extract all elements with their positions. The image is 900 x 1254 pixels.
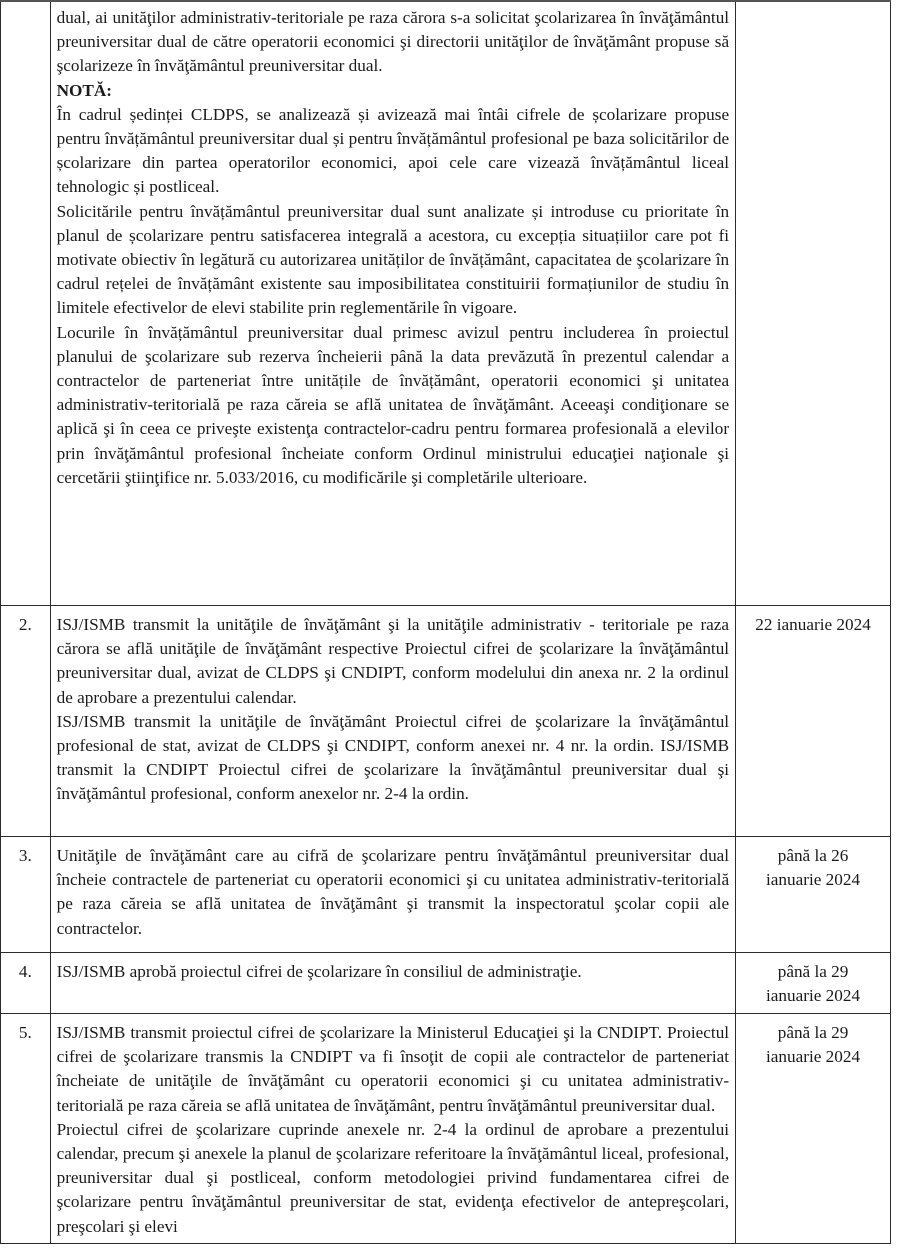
- paragraph: dual, ai unităţilor administrativ-teritoriale pe raza cărora s-a solicitat şcolarizarea în învăţământul preuniversitar dual de către operatorii economici şi directorii unităţilor de învăţământ propuse să şcolarizeze în învăţământul preuniversitar dual.: [56, 8, 730, 76]
- row-description: [50, 1, 735, 606]
- deadline-text: ianuarie 2024: [766, 1047, 861, 1067]
- row-deadline: [736, 837, 891, 953]
- row-description: [50, 606, 735, 837]
- row-deadline: [736, 606, 891, 837]
- deadline-text: până la 29: [777, 962, 849, 981]
- row-number: [1, 1, 51, 606]
- table-row: [1, 1, 891, 606]
- row-deadline: [736, 953, 891, 1014]
- paragraph: ISJ/ISMB transmit la unităţile de învăţământ Proiectul cifrei de şcolarizare la învăţământul profesional de stat, avizat de CLDPS şi CNDIPT, conform anexei nr. 4 nr. la ordin. ISJ/ISMB transmit la CNDIPT Proiectul cifrei de şcolarizare la învăţământul preuniversitar dual şi învăţământul profesional, conform anexelor nr. 2-4 la ordin.: [56, 711, 730, 804]
- deadline-text: 22 ianuarie 2024: [755, 615, 871, 634]
- row-number: 4.: [1, 953, 51, 1014]
- paragraph: ISJ/ISMB transmit proiectul cifrei de şcolarizare la Ministerul Educaţiei şi la CNDIPT. Proiectul cifrei de şcolarizare transmis la CNDIPT va fi însoţit de copii ale contractelor de parteneriat încheiate de unităţile de învăţământ cu operatorii economici şi cu unitatea administrativ-teritorială pe raza căreia se află unitatea de învăţământ, pentru învăţământul preuniversitar dual.: [56, 1023, 730, 1115]
- note-paragraph: În cadrul ședinței CLDPS, se analizează și avizează mai întâi cifrele de școlarizare propuse pentru învățământul preuniversitar dual și pentru învățământul profesional pe baza solicitărilor de școlarizare din partea operatorilor economici, apoi cele care vizează învățământul liceal tehnologic și postliceal.: [56, 104, 730, 197]
- deadline-text: ianuarie 2024: [766, 870, 861, 890]
- note-paragraph: Locurile în învățământul preuniversitar dual primesc avizul pentru includerea în proiectul planului de şcolarizare sub rezerva încheierii până la data prevăzută în prezentul calendar a contractelor de parteneriat între unitățile de învățământ, operatorii economici şi unitatea administrativ-teritorială pe raza căreia se află unitatea de învăţământ. Aceeaşi condiţionare se aplică şi în ceea ce priveşte existenţa contractelor-cadru pentru formarea profesională a elevilor prin învăţământul profesional încheiate conform Ordinul ministrului educaţiei naţionale şi cercetării ştiinţifice nr. 5.033/2016, cu modificările şi completările ulterioare.: [56, 322, 730, 487]
- paragraph: ISJ/ISMB aprobă proiectul cifrei de şcolarizare în consiliul de administraţie.: [56, 962, 582, 981]
- deadline-text: până la 29: [777, 1023, 849, 1042]
- paragraph: Unităţile de învăţământ care au cifră de şcolarizare pentru învăţământul preuniversitar dual încheie contractele de parteneriat cu operatorii economici şi cu unitatea administrativ-teritorială pe raza căreia se află unitatea de învăţământ şi transmit la inspectoratul şcolar copii ale contractelor.: [56, 846, 730, 938]
- row-deadline: [736, 1, 891, 606]
- table-row: [1, 606, 891, 837]
- note-paragraph: Solicitările pentru învățământul preuniversitar dual sunt analizate și introduse cu prioritate în planul de școlarizare pentru satisfacerea integrală a acestora, cu excepția situațiilor care pot fi motivate obiectiv în legătură cu autorizarea unităților de învățământ, capacitatea de şcolarizare în cadrul rețelei de învățământ existente sau imposibilitatea constituirii formațiunilor de studiu în limitele efectivelor de elevi stabilite prin reglementările în vigoare.: [56, 201, 730, 318]
- row-deadline: [736, 1014, 891, 1244]
- row-description: [50, 837, 735, 953]
- row-description: [50, 953, 735, 1014]
- note-heading: NOTĂ:: [56, 80, 112, 100]
- deadline-text: până la 26: [777, 846, 849, 865]
- row-description: [50, 1014, 735, 1244]
- deadline-text: ianuarie 2024: [766, 986, 861, 1006]
- table-row: [1, 953, 891, 1014]
- paragraph: ISJ/ISMB transmit la unităţile de învăţământ şi la unităţile administrativ - teritoriale pe raza cărora se află unităţile de învăţământ respective Proiectul cifrei de şcolarizare la învăţământul preuniversitar dual, avizat de CLDPS şi CNDIPT, conform modelului din anexa nr. 2 la ordinul de aprobare a prezentului calendar.: [56, 615, 730, 707]
- table-row: [1, 1014, 891, 1244]
- table-row: [1, 837, 891, 953]
- row-number: 2.: [1, 606, 51, 837]
- paragraph: Proiectul cifrei de şcolarizare cuprinde anexele nr. 2-4 la ordinul de aprobare a prezentului calendar, precum şi anexele la planul de şcolarizare referitoare la învăţământul liceal, profesional, preuniversitar dual şi postliceal, conform metodologiei privind fundamentarea cifrei de şcolarizare pentru învăţământul preuniversitar de stat, evidenţa efectivelor de antepreşcolari, preşcolari şi elevi: [56, 1119, 730, 1236]
- row-number: 5.: [1, 1014, 51, 1244]
- row-number: 3.: [1, 837, 51, 953]
